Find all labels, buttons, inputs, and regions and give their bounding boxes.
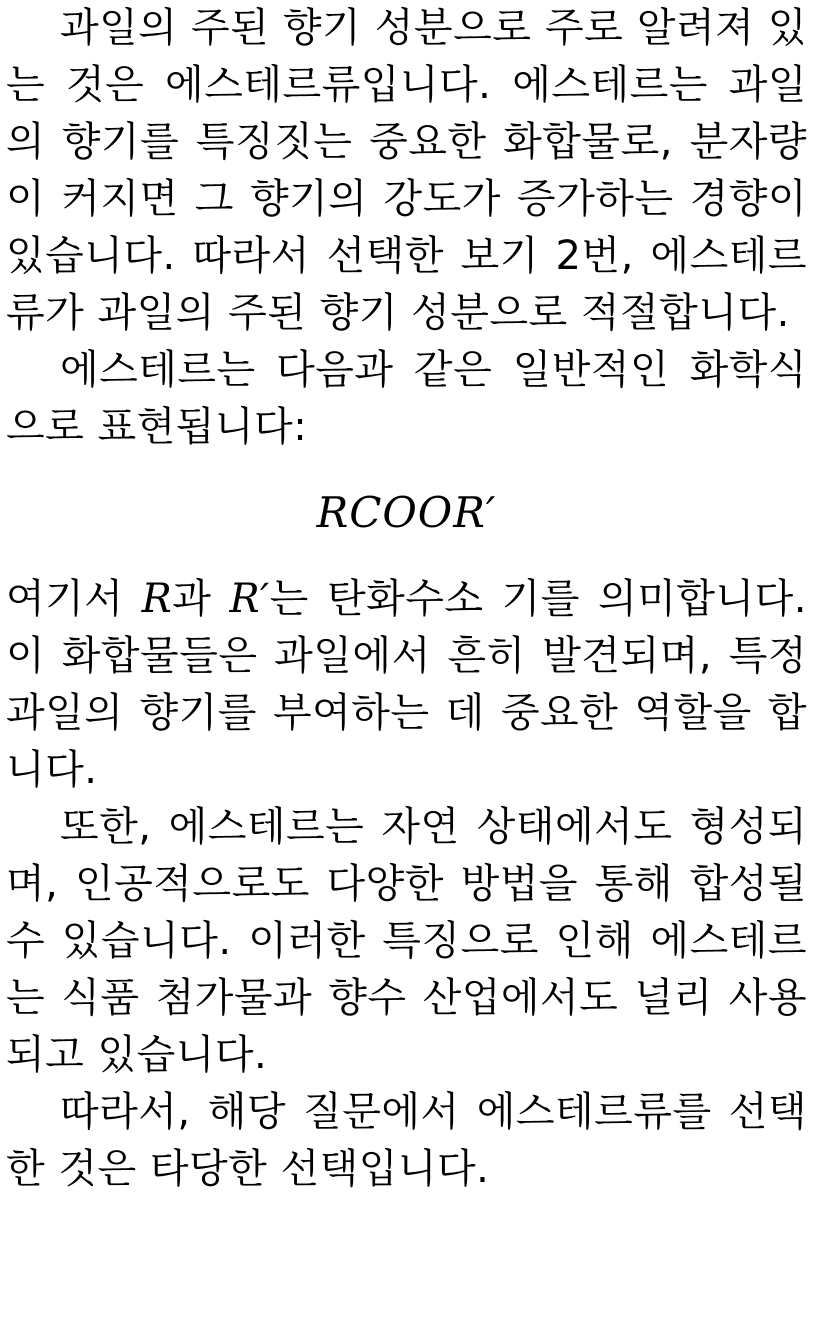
math-variable-r: R (141, 576, 173, 622)
paragraph-3-suffix: 는 탄화수소 기를 의미합니다. 이 화합물들은 과일에서 흔히 발견되며, 특정 과일의 향기를 부여하는 데 중요한 역할을 합니다. (6, 576, 807, 793)
paragraph-2: 에스테르는 다음과 같은 일반적인 화학식으로 표현됩니다: (6, 347, 807, 450)
paragraph-3 (6, 571, 807, 799)
math-variable-r-prime: R′ (229, 576, 270, 622)
chemical-formula: RCOOR′ (316, 488, 497, 537)
paragraph-3-middle: 과 (172, 576, 230, 622)
paragraph-1: 과일의 주된 향기 성분으로 주로 알려져 있는 것은 에스테르류입니다. 에스테르는 과일의 향기를 특징짓는 중요한 화합물로, 분자량이 커지면 그 향기의 강도가 증가하는 경향이 있습니다. 따라서 선택한 보기 2번, 에스테르류가 과일의 주된 향기 성분으로 적절합니다. (6, 5, 807, 336)
paragraph-3-prefix: 여기서 (6, 576, 142, 622)
paragraph-5: 따라서, 해당 질문에서 에스테르류를 선택한 것은 타당한 선택입니다. (6, 1089, 807, 1192)
paragraph-4: 또한, 에스테르는 자연 상태에서도 형성되며, 인공적으로도 다양한 방법을 통해 합성될 수 있습니다. 이러한 특징으로 인해 에스테르는 식품 첨가물과 향수 산업에서도 널리 사용되고 있습니다. (6, 804, 807, 1078)
